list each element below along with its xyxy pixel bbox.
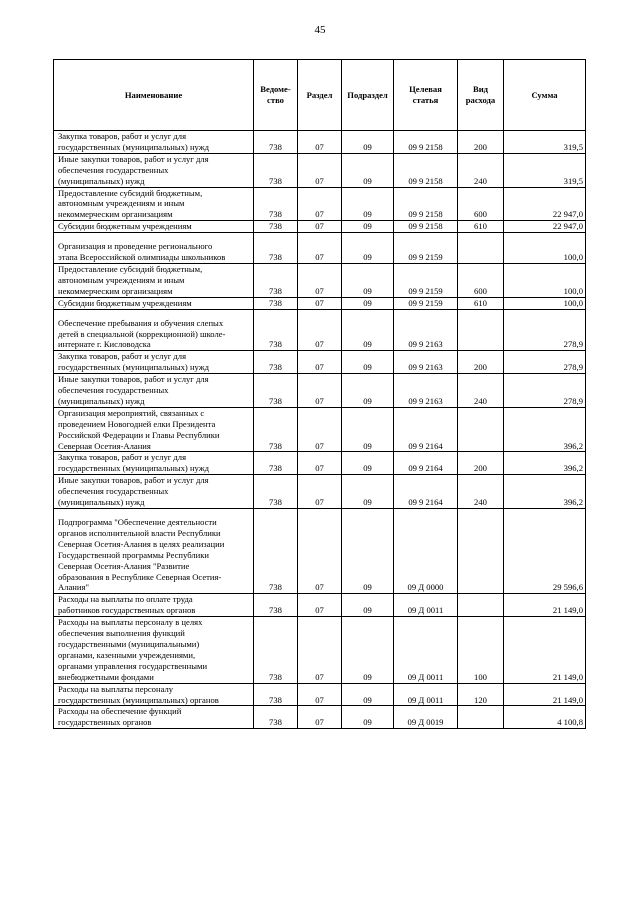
row-sum: 396,2 [504,475,586,509]
row-section: 07 [298,233,342,264]
row-name: Расходы на выплаты по оплате труда работников государственных органов [54,594,254,617]
table-row [54,131,586,154]
row-target-article: 09 9 2163 [394,351,458,374]
table-row [54,297,586,309]
row-department: 738 [254,452,298,475]
row-subsection: 09 [342,594,394,617]
row-expense-kind [458,509,504,594]
row-department: 738 [254,374,298,408]
budget-table [53,59,586,729]
row-section: 07 [298,374,342,408]
row-subsection: 09 [342,706,394,729]
row-target-article: 09 9 2164 [394,407,458,452]
row-expense-kind [458,706,504,729]
row-name: Организация и проведение регионального этапа Всероссийской олимпиады школьников [54,233,254,264]
row-section: 07 [298,683,342,706]
row-department: 738 [254,309,298,351]
row-target-article: 09 9 2159 [394,233,458,264]
row-target-article: 09 9 2158 [394,131,458,154]
table-row [54,263,586,297]
row-section: 07 [298,452,342,475]
row-subsection: 09 [342,617,394,683]
row-subsection: 09 [342,263,394,297]
table-row [54,452,586,475]
row-department: 738 [254,475,298,509]
row-name: Расходы на выплаты персоналу в целях обеспечения выполнения функций государственными (муниципальными) органами, казенными учреждениями, органами управления государственными внебюджетными фондами [54,617,254,683]
row-department: 738 [254,683,298,706]
row-sum: 100,0 [504,297,586,309]
row-department: 738 [254,351,298,374]
row-expense-kind: 240 [458,153,504,187]
row-target-article: 09 9 2163 [394,309,458,351]
row-subsection: 09 [342,452,394,475]
row-expense-kind [458,233,504,264]
row-name: Обеспечение пребывания и обучения слепых детей в специальной (коррекционной) школе- интернате г. Кисловодска [54,309,254,351]
row-section: 07 [298,617,342,683]
row-subsection: 09 [342,475,394,509]
header-name: Наименование [54,60,254,131]
row-name: Закупка товаров, работ и услуг для государственных (муниципальных) нужд [54,452,254,475]
row-department: 738 [254,297,298,309]
header-subsection: Подраздел [342,60,394,131]
row-department: 738 [254,187,298,221]
table-row [54,617,586,683]
row-department: 738 [254,233,298,264]
row-name: Иные закупки товаров, работ и услуг для обеспечения государственных (муниципальных) нужд [54,475,254,509]
row-expense-kind: 610 [458,297,504,309]
row-expense-kind: 120 [458,683,504,706]
table-row [54,309,586,351]
row-target-article: 09 9 2163 [394,374,458,408]
header-department: Ведоме- ство [254,60,298,131]
row-department: 738 [254,131,298,154]
row-target-article: 09 Д 0011 [394,683,458,706]
row-expense-kind [458,594,504,617]
row-section: 07 [298,407,342,452]
row-target-article: 09 Д 0011 [394,617,458,683]
row-department: 738 [254,594,298,617]
row-target-article: 09 9 2158 [394,153,458,187]
table-row [54,594,586,617]
row-name: Иные закупки товаров, работ и услуг для обеспечения государственных (муниципальных) нужд [54,153,254,187]
row-sum: 278,9 [504,351,586,374]
row-subsection: 09 [342,407,394,452]
row-subsection: 09 [342,233,394,264]
header-section: Раздел [298,60,342,131]
row-section: 07 [298,706,342,729]
row-subsection: 09 [342,309,394,351]
table-row [54,407,586,452]
header-target-article: Целевая статья [394,60,458,131]
row-department: 738 [254,153,298,187]
row-department: 738 [254,509,298,594]
row-section: 07 [298,153,342,187]
row-department: 738 [254,617,298,683]
table-body [54,131,586,729]
row-section: 07 [298,263,342,297]
row-sum: 100,0 [504,233,586,264]
table-row [54,706,586,729]
row-name: Подпрограмма "Обеспечение деятельности органов исполнительной власти Республики Северная Осетия-Алания в целях реализации Государственной программы Республики Северная Осетия-Алания "Развитие образования в Республике Северная Осетия- Алания" [54,509,254,594]
row-target-article: 09 Д 0019 [394,706,458,729]
row-subsection: 09 [342,221,394,233]
row-subsection: 09 [342,153,394,187]
table-row [54,683,586,706]
row-department: 738 [254,706,298,729]
row-sum: 22 947,0 [504,221,586,233]
row-expense-kind: 610 [458,221,504,233]
table-header-row [54,60,586,131]
row-expense-kind: 200 [458,351,504,374]
table-row [54,221,586,233]
row-subsection: 09 [342,131,394,154]
row-sum: 396,2 [504,407,586,452]
row-target-article: 09 9 2158 [394,187,458,221]
row-name: Субсидии бюджетным учреждениям [54,297,254,309]
row-name: Субсидии бюджетным учреждениям [54,221,254,233]
row-expense-kind: 200 [458,452,504,475]
row-department: 738 [254,221,298,233]
row-sum: 4 100,8 [504,706,586,729]
table-row [54,509,586,594]
row-section: 07 [298,309,342,351]
row-department: 738 [254,263,298,297]
row-name: Расходы на выплаты персоналу государственных (муниципальных) органов [54,683,254,706]
row-sum: 278,9 [504,374,586,408]
row-target-article: 09 9 2164 [394,475,458,509]
row-target-article: 09 9 2158 [394,221,458,233]
row-section: 07 [298,187,342,221]
row-sum: 21 149,0 [504,594,586,617]
row-sum: 21 149,0 [504,617,586,683]
row-subsection: 09 [342,187,394,221]
row-target-article: 09 Д 0011 [394,594,458,617]
table-row [54,374,586,408]
row-name: Закупка товаров, работ и услуг для государственных (муниципальных) нужд [54,351,254,374]
row-department: 738 [254,407,298,452]
row-expense-kind: 600 [458,263,504,297]
row-sum: 319,5 [504,153,586,187]
row-expense-kind: 240 [458,374,504,408]
row-target-article: 09 9 2164 [394,452,458,475]
row-target-article: 09 9 2159 [394,263,458,297]
row-subsection: 09 [342,297,394,309]
table-row [54,351,586,374]
row-name: Закупка товаров, работ и услуг для государственных (муниципальных) нужд [54,131,254,154]
table-row [54,475,586,509]
row-name: Расходы на обеспечение функций государственных органов [54,706,254,729]
row-sum: 22 947,0 [504,187,586,221]
row-sum: 278,9 [504,309,586,351]
row-section: 07 [298,594,342,617]
row-sum: 396,2 [504,452,586,475]
row-sum: 100,0 [504,263,586,297]
row-section: 07 [298,475,342,509]
row-name: Предоставление субсидий бюджетным, автономным учреждениям и иным некоммерческим организациям [54,263,254,297]
row-section: 07 [298,131,342,154]
row-section: 07 [298,297,342,309]
row-name: Организация мероприятий, связанных с проведением Новогодней елки Президента Российской Федерации и Главы Республики Северная Осетия-Алания [54,407,254,452]
table-row [54,187,586,221]
row-expense-kind: 200 [458,131,504,154]
table-row [54,153,586,187]
row-section: 07 [298,509,342,594]
row-section: 07 [298,351,342,374]
row-subsection: 09 [342,683,394,706]
row-expense-kind: 240 [458,475,504,509]
row-sum: 21 149,0 [504,683,586,706]
row-expense-kind [458,309,504,351]
row-subsection: 09 [342,374,394,408]
row-name: Предоставление субсидий бюджетным, автономным учреждениям и иным некоммерческим организациям [54,187,254,221]
row-name: Иные закупки товаров, работ и услуг для обеспечения государственных (муниципальных) нужд [54,374,254,408]
table-row [54,233,586,264]
row-subsection: 09 [342,509,394,594]
page-number: 45 [314,24,326,36]
row-expense-kind: 100 [458,617,504,683]
row-sum: 319,5 [504,131,586,154]
row-subsection: 09 [342,351,394,374]
row-target-article: 09 Д 0000 [394,509,458,594]
row-expense-kind: 600 [458,187,504,221]
row-section: 07 [298,221,342,233]
row-target-article: 09 9 2159 [394,297,458,309]
row-sum: 29 596,6 [504,509,586,594]
header-expense-kind: Вид расхода [458,60,504,131]
header-sum: Сумма [504,60,586,131]
row-expense-kind [458,407,504,452]
